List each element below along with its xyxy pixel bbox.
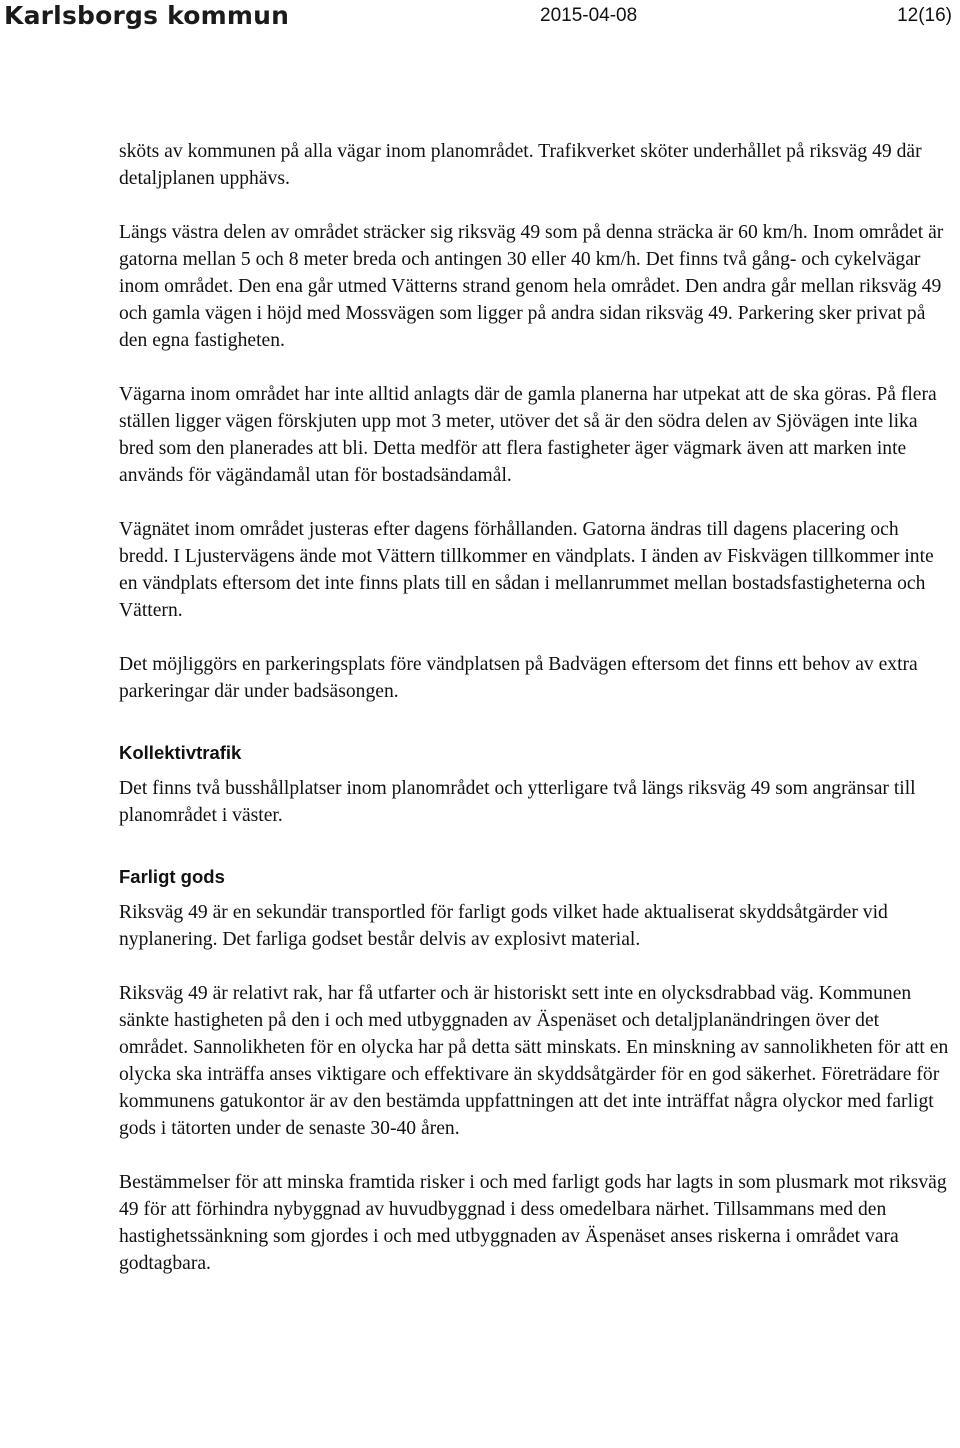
document-date: 2015-04-08: [540, 5, 638, 26]
paragraph: Det finns två busshållplatser inom planområdet och ytterligare två längs riksväg 49 som angränsar till planområdet i väster.: [119, 778, 916, 826]
paragraph: Det möjliggörs en parkeringsplats före vändplatsen på Badvägen eftersom det finns ett behov av extra parkeringar där under badsäsongen.: [119, 654, 918, 702]
paragraph: Riksväg 49 är en sekundär transportled för farligt gods vilket hade aktualiserat skyddsåtgärder vid nyplanering. Det farliga godset består delvis av explosivt material.: [119, 902, 888, 950]
section-heading-kollektivtrafik: Kollektivtrafik: [119, 742, 242, 763]
paragraph: sköts av kommunen på alla vägar inom planområdet. Trafikverket sköter underhållet på riksväg 49 där detaljplanen upphävs.: [119, 141, 922, 189]
document-body: [119, 138, 949, 1304]
paragraph: Vägnätet inom området justeras efter dagens förhållanden. Gatorna ändras till dagens placering och bredd. I Ljustervägens ände mot Vättern tillkommer en vändplats. I änden av Fiskvägen tillkommer inte en vändplats eftersom det inte finns plats till en sådan i mellanrummet mellan bostadsfastigheterna och Vättern.: [119, 519, 934, 621]
paragraph: Längs västra delen av området sträcker sig riksväg 49 som på denna sträcka är 60 km/h. Inom området är gatorna mellan 5 och 8 meter breda och antingen 30 eller 40 km/h. Det finns två gång- och cykelvägar inom området. Den ena går utmed Vätterns strand genom hela området. Den andra går mellan riksväg 49 och gamla vägen i höjd med Mossvägen som ligger på andra sidan riksväg 49. Parkering sker privat på den egna fastigheten.: [119, 222, 944, 351]
page-number: 12(16): [897, 5, 952, 26]
paragraph: Vägarna inom området har inte alltid anlagts där de gamla planerna har utpekat att de ska göras. På flera ställen ligger vägen förskjuten upp mot 3 meter, utöver det så är den södra delen av Sjövägen inte lika bred som den planerades att bli. Detta medför att flera fastigheter äger vägmark även att marken inte används för vägändamål utan för bostadsändamål.: [119, 384, 937, 486]
paragraph: Riksväg 49 är relativt rak, har få utfarter och är historiskt sett inte en olycksdrabbad väg. Kommunen sänkte hastigheten på den i och med utbyggnaden av Äspenäset och detaljplanändringen över det området. Sannolikheten för en olycka har på detta sätt minskats. En minskning av sannolikheten för att en olycka ska inträffa anses viktigare och effektivare än skyddsåtgärder för en god säkerhet. Företrädare för kommunens gatukontor är av den bestämda uppfattningen att det inte inträffat några olyckor med farligt gods i tätorten under de senaste 30-40 åren.: [119, 983, 949, 1139]
paragraph: Bestämmelser för att minska framtida risker i och med farligt gods har lagts in som plusmark mot riksväg 49 för att förhindra nybyggnad av huvudbyggnad i dess omedelbara närhet. Tillsammans med den hastighetssänkning som gjordes i och med utbyggnaden av Äspenäset anses riskerna i området vara godtagbara.: [119, 1172, 947, 1274]
section-heading-farligt-gods: Farligt gods: [119, 866, 225, 887]
municipality-logo: Karlsborgs kommun: [4, 1, 290, 30]
page-header: [0, 0, 960, 40]
